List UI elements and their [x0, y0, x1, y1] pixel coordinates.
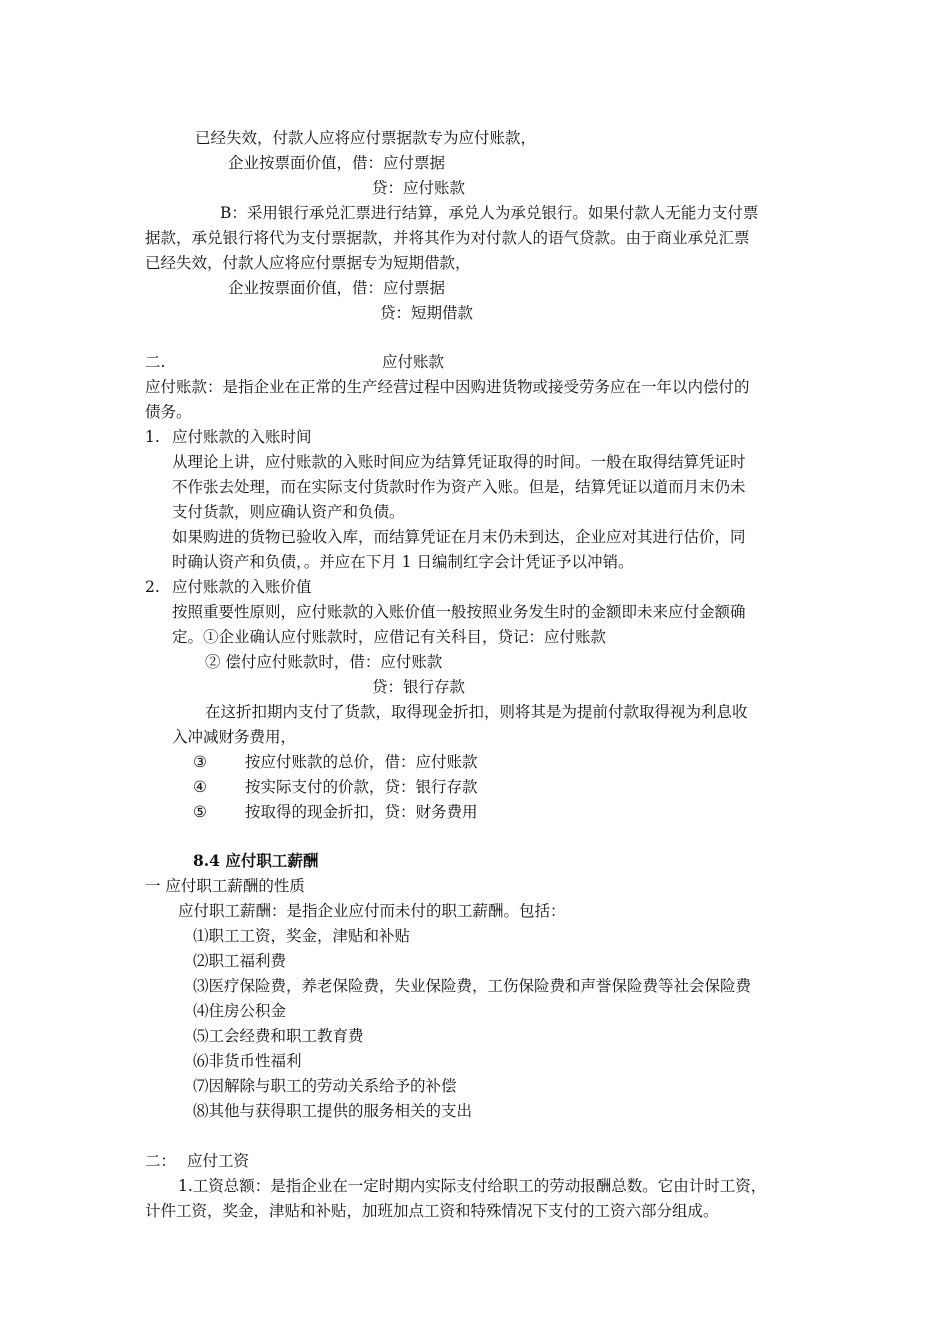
section-number: 二： — [145, 1152, 177, 1170]
section-heading: 一 应付职工薪酬的性质 — [145, 877, 305, 895]
text-line: 已经失效，付款人应将应付票据款专为应付账款， — [195, 129, 537, 147]
text-line: 贷：短期借款 — [380, 304, 474, 322]
text-line: 应付账款：是指企业在正常的生产经营过程中因购进货物或接受劳务应在一年以内偿付的 — [145, 378, 750, 396]
text-line: 支付货款，则应确认资产和负债。 — [172, 503, 405, 521]
text-line: 按取得的现金折扣，贷：财务费用 — [245, 803, 478, 821]
list-item: ⑻其他与获得职工提供的服务相关的支出 — [193, 1102, 473, 1120]
section-heading: 应付账款 — [382, 353, 445, 371]
text-line: 定。①企业确认应付账款时，应借记有关科目，贷记：应付账款 — [172, 628, 607, 646]
text-line: 在这折扣期内支付了货款，取得现金折扣，则将其是为提前付款取得视为利息收 — [205, 703, 748, 721]
section-number: 二. — [145, 353, 166, 371]
list-item: ⑹非货币性福利 — [193, 1052, 302, 1070]
chapter-heading: 8.4 应付职工薪酬 — [193, 851, 319, 870]
list-item: ⑶医疗保险费，养老保险费，失业保险费，工伤保险费和声誉保险费等社会保险费 — [193, 977, 752, 995]
list-item: ⑵职工福利费 — [193, 952, 287, 970]
text-line: 按实际支付的价款，贷：银行存款 — [245, 778, 478, 796]
list-marker: ⑤ — [193, 803, 207, 821]
list-marker: ③ — [193, 753, 207, 771]
text-line: 时确认资产和负债，。并应在下月 1 日编制红字会计凭证予以冲销。 — [172, 553, 634, 571]
subheading: 应付账款的入账价值 — [172, 578, 312, 596]
list-item: ⑺因解除与职工的劳动关系给予的补偿 — [193, 1077, 457, 1095]
list-number: 1. — [145, 428, 160, 446]
text-line: 贷：应付账款 — [372, 179, 466, 197]
list-number: 2. — [145, 578, 160, 596]
subheading: 应付账款的入账时间 — [172, 428, 312, 446]
text-line: 已经失效，付款人应将应付票据专为短期借款， — [145, 254, 471, 272]
text-line: 应付职工薪酬：是指企业应付而未付的职工薪酬。包括： — [178, 902, 566, 920]
list-item: ⑴职工工资，奖金，津贴和补贴 — [193, 927, 411, 945]
list-item: ⑷住房公积金 — [193, 1002, 287, 1020]
text-line: 1.工资总额：是指企业在一定时期内实际支付给职工的劳动报酬总数。它由计时工资， — [178, 1177, 767, 1195]
list-marker: ④ — [193, 778, 207, 796]
text-line: 贷：银行存款 — [372, 678, 466, 696]
text-line: 入冲减财务费用， — [172, 728, 297, 746]
text-line: 债务。 — [145, 403, 192, 421]
text-line: B：采用银行承兑汇票进行结算，承兑人为承兑银行。如果付款人无能力支付票 — [220, 204, 759, 222]
text-line: 据款，承兑银行将代为支付票据款，并将其作为对付款人的语气贷款。由于商业承兑汇票 — [145, 229, 750, 247]
text-line: ② 偿付应付账款时，借：应付账款 — [205, 653, 443, 671]
text-line: 按应付账款的总价，借：应付账款 — [245, 753, 478, 771]
text-line: 按照重要性原则，应付账款的入账价值一般按照业务发生时的金额即未来应付金额确 — [172, 603, 746, 621]
text-line: 企业按票面价值，借：应付票据 — [228, 154, 446, 172]
section-heading: 应付工资 — [187, 1152, 250, 1170]
text-line: 企业按票面价值，借：应付票据 — [228, 279, 446, 297]
text-line: 从理论上讲，应付账款的入账时间应为结算凭证取得的时间。一般在取得结算凭证时 — [172, 453, 746, 471]
list-item: ⑸工会经费和职工教育费 — [193, 1027, 364, 1045]
text-line: 不作张去处理，而在实际支付货款时作为资产入账。但是，结算凭证以道而月末仍未 — [172, 478, 746, 496]
text-line: 计件工资，奖金，津贴和补贴，加班加点工资和特殊情况下支付的工资六部分组成。 — [145, 1202, 719, 1220]
text-line: 如果购进的货物已验收入库，而结算凭证在月末仍未到达，企业应对其进行估价，同 — [172, 528, 746, 546]
